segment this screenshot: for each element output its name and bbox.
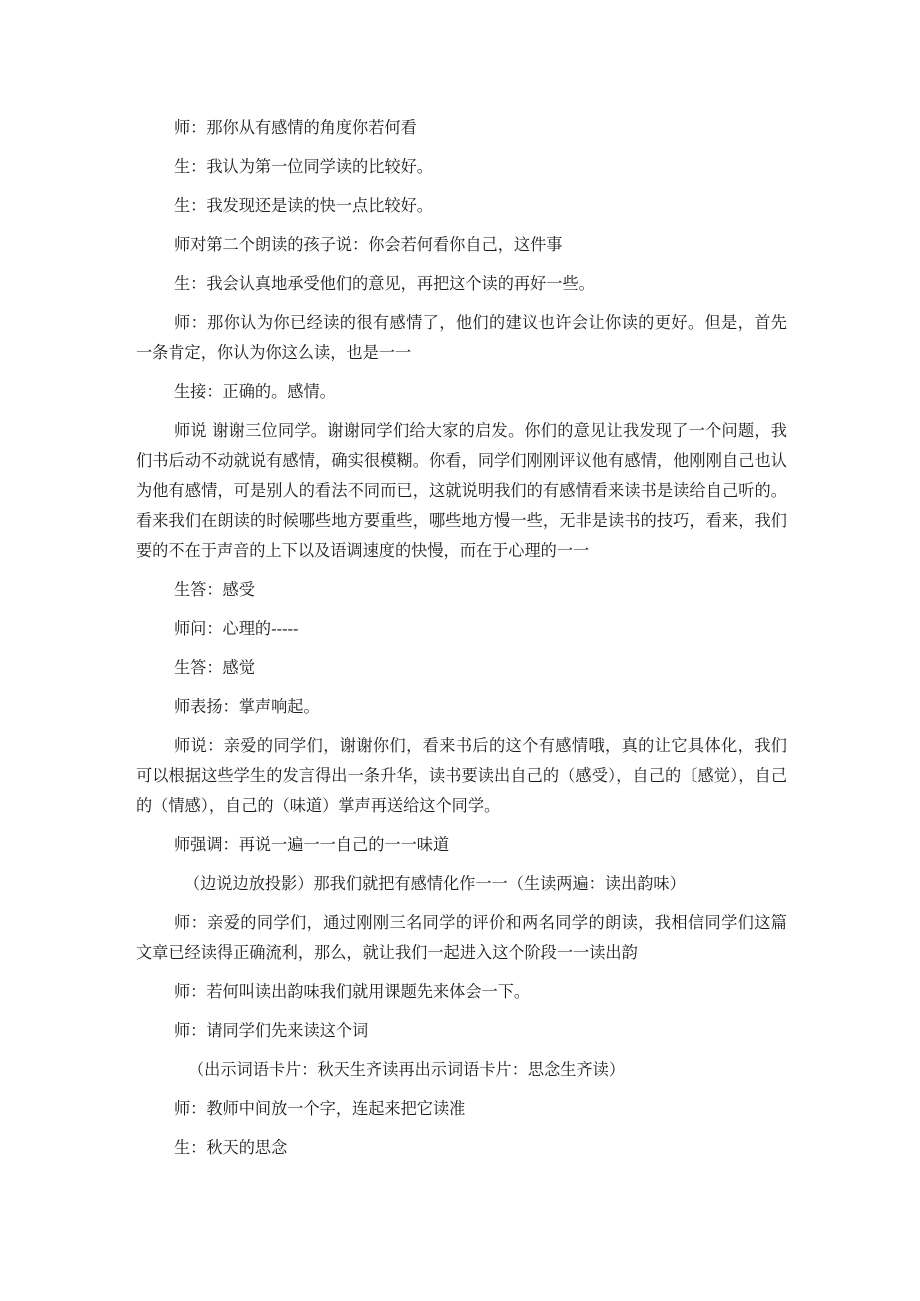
paragraph-7: 生接：正确的。感情。 — [174, 382, 336, 401]
paragraph-2: 生：我认为第一位同学读的比较好。 — [174, 157, 433, 176]
document-body — [136, 113, 787, 1172]
paragraph-13: 师说：亲爱的同学们，谢谢你们，看来书后的这个有感情哦，真的让它具体化，我们可以根据这些学生的发言得出一条升华，读书要读出自己的（感受），自己的〔感觉），自己的（情感），自己的（味道）掌声再送给这个同学。 — [136, 736, 787, 815]
paragraph-11: 生答：感觉 — [174, 658, 255, 677]
paragraph-19: （出示词语卡片：秋天生齐读再出示词语卡片：思念生齐读） — [188, 1060, 626, 1079]
paragraph-14: 师强调：再说一遍一一自己的一一味道 — [174, 835, 450, 854]
paragraph-21: 生：秋天的思念 — [174, 1138, 288, 1157]
paragraph-6: 师：那你认为你已经读的很有感情了，他们的建议也许会让你读的更好。但是，首先一条肯定，你认为你这么读，也是一一 — [136, 313, 787, 362]
paragraph-1: 师：那你从有感情的角度你若何看 — [174, 118, 417, 137]
paragraph-18: 师：请同学们先来读这个词 — [174, 1021, 369, 1040]
paragraph-16: 师：亲爱的同学们，通过刚刚三名同学的评价和两名同学的朗读，我相信同学们这篇文章已经读得正确流利，那么，就让我们一起进入这个阶段一一读出韵 — [136, 913, 787, 962]
paragraph-15: （边说边放投影）那我们就把有感情化作一一（生读两遍：读出韵味） — [184, 874, 686, 893]
paragraph-12: 师表扬：掌声响起。 — [174, 697, 320, 716]
paragraph-3: 生：我发现还是读的快一点比较好。 — [174, 196, 433, 215]
paragraph-20: 师：教师中间放一个字，连起来把它读准 — [174, 1099, 466, 1118]
paragraph-10: 师问：心理的----- — [174, 619, 299, 638]
paragraph-5: 生：我会认真地承受他们的意见，再把这个读的再好一些。 — [174, 274, 595, 293]
paragraph-17: 师：若何叫读出韵味我们就用课题先来体会一下。 — [174, 982, 531, 1001]
paragraph-9: 生答：感受 — [174, 580, 255, 599]
paragraph-4: 师对第二个朗读的孩子说：你会若何看你自己，这件事 — [174, 235, 563, 254]
paragraph-8: 师说 谢谢三位同学。谢谢同学们给大家的启发。你们的意见让我发现了一个问题，我们书后动不动就说有感情，确实很模糊。你看，同学们刚刚评议他有感情，他刚刚自己也认为他有感情，可是别人的看法不同而已，这就说明我们的有感情看来读书是读给自己听的。看来我们在朗读的时候哪些地方要重些，哪些地方慢一些，无非是读书的技巧，看来，我们要的不在于声音的上下以及语调速度的快慢，而在于心理的一一 — [136, 421, 787, 560]
